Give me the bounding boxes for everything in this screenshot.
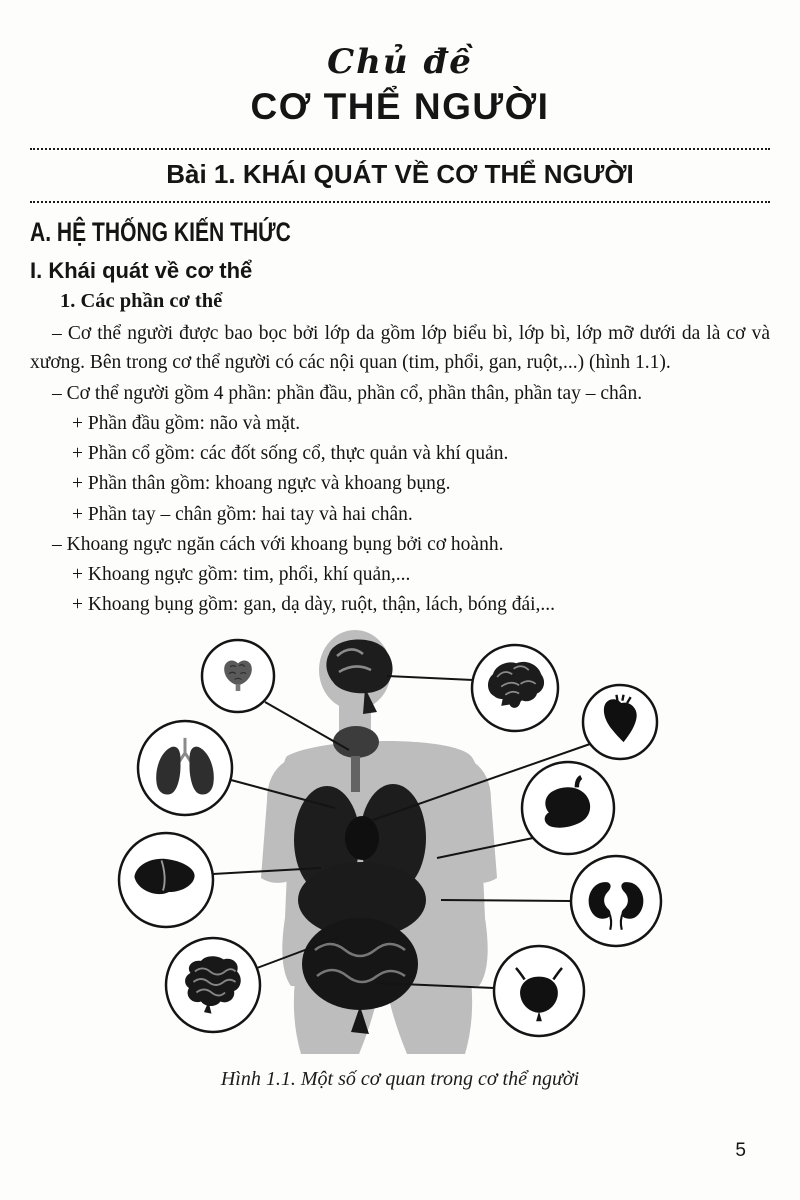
content-line: + Phần đầu gồm: não và mặt. [72, 412, 301, 434]
kidneys-connector-line [441, 900, 571, 901]
topic-label: Chủ đề [327, 42, 473, 82]
figure-1-1 [30, 628, 770, 1091]
topic-title: CƠ THỂ NGƯỜI [250, 86, 550, 127]
human-body-organ-diagram [115, 628, 685, 1060]
lungs-circle [138, 721, 232, 815]
kidneys-circle [571, 856, 661, 946]
content-line: – Khoang ngực ngăn cách với khoang bụng bởi cơ hoành. [52, 533, 504, 555]
content-line: + Khoang ngực gồm: tim, phổi, khí quản,... [72, 564, 411, 585]
content-line: + Phần tay – chân gồm: hai tay và hai chân. [72, 503, 413, 525]
content-paragraphs [30, 319, 770, 620]
lesson-title: Bài 1. KHÁI QUÁT VỀ CƠ THỂ NGƯỜI [166, 159, 634, 189]
content-line: + Phần cổ gồm: các đốt sống cổ, thực quản và khí quản. [72, 443, 509, 464]
content-line: + Phần thân gồm: khoang ngực và khoang bụng. [72, 473, 451, 495]
section-heading-i: I. Khái quát về cơ thể [30, 258, 253, 283]
section-heading-a: A. HỆ THỐNG KIẾN THỨC [30, 217, 291, 247]
content-line: + Khoang bụng gồm: gan, dạ dày, ruột, thận, lách, bóng đái,... [72, 594, 556, 616]
subsection-heading-1: 1. Các phần cơ thể [60, 290, 223, 312]
content-line: – Cơ thể người gồm 4 phần: phần đầu, phần cổ, phần thân, phần tay – chân. [52, 382, 643, 404]
content-line: – Cơ thể người được bao bọc bởi lớp da gồm lớp biểu bì, lớp bì, lớp mỡ dưới da là cơ và xương. Bên trong cơ thể người có các nội quan (tim, phổi, gan, ruột,...) (hình 1.1). [30, 323, 770, 374]
thyroid-connector-line [265, 702, 349, 750]
figure-caption: Hình 1.1. Một số cơ quan trong cơ thể người [220, 1067, 580, 1090]
brain-connector-line [387, 676, 473, 680]
page-number: 5 [735, 1140, 746, 1161]
lesson-title-banner [30, 148, 770, 203]
